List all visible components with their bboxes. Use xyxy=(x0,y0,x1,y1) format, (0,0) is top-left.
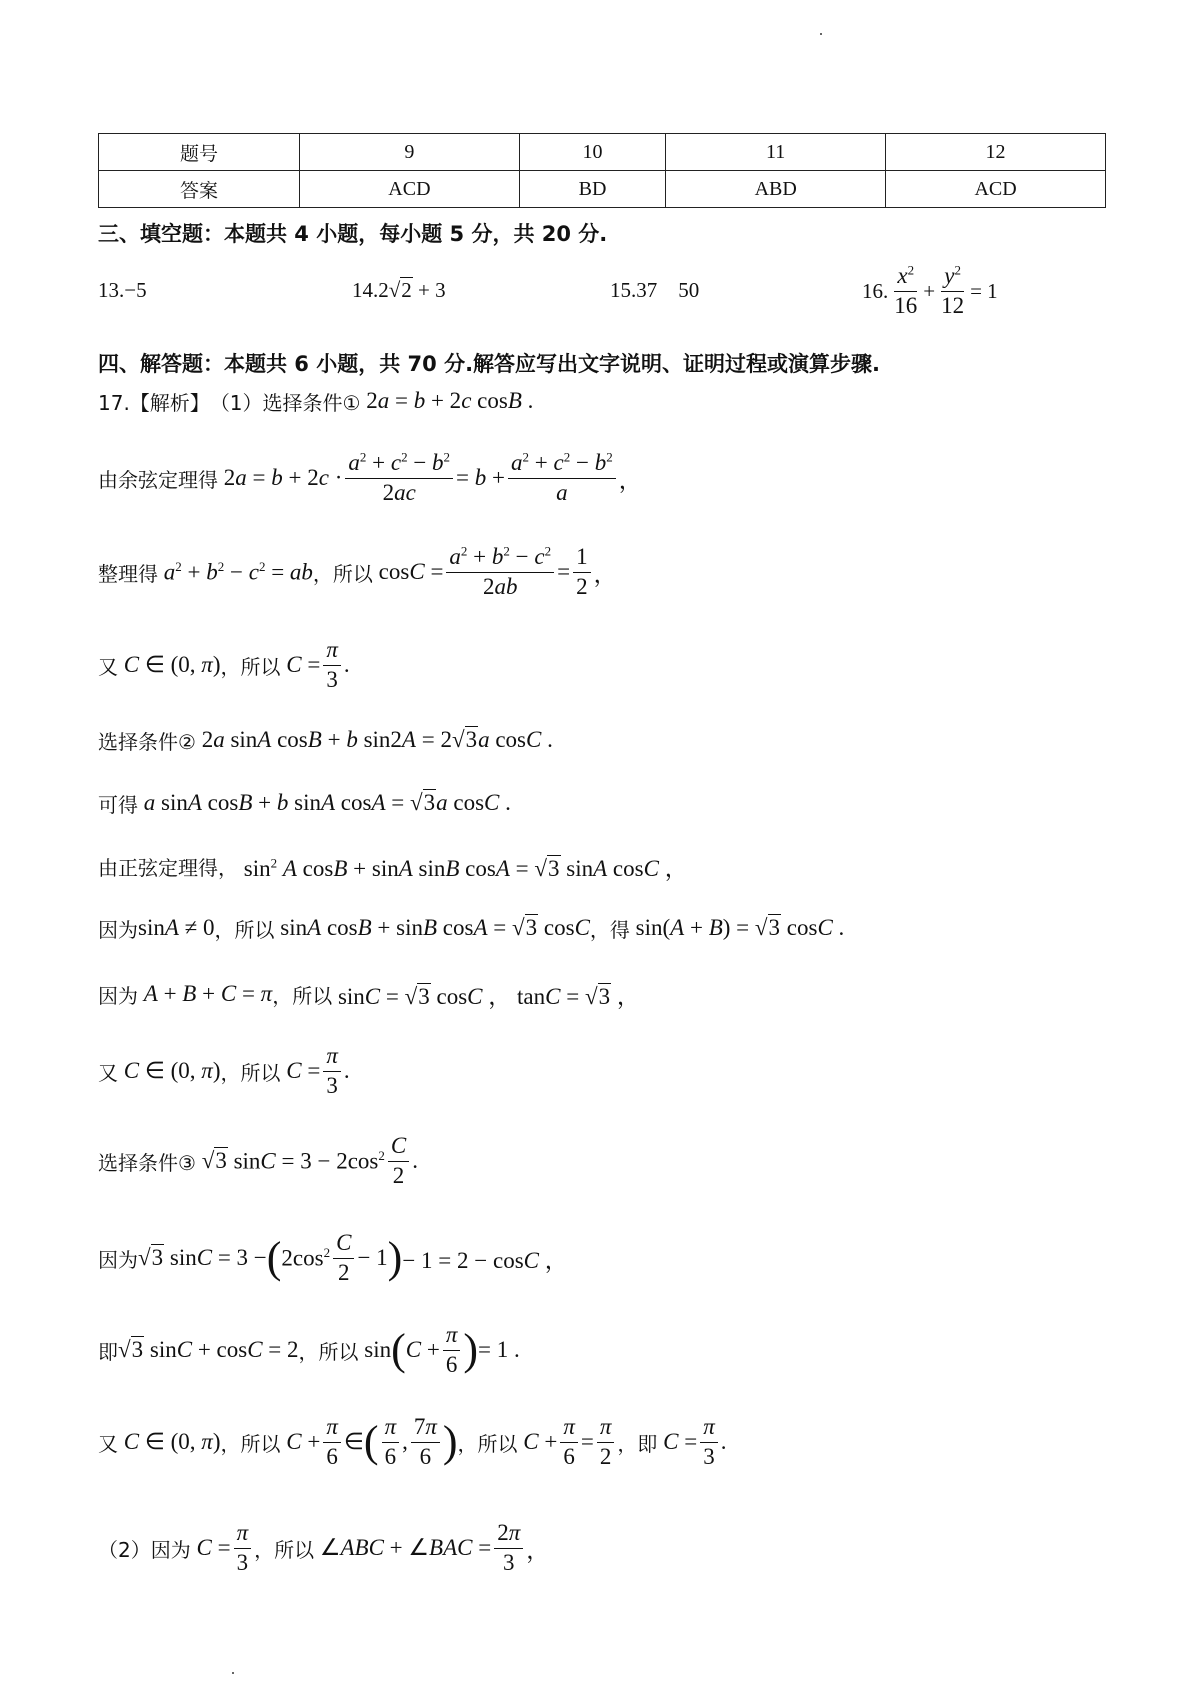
text-span: ，所以 xyxy=(312,561,373,586)
solution-line: 由余弦定理得 2a = b + 2c · $\frac{a^2 + c^2 - b^2}{2ac}$ = b + $\frac{a^2 + c^2 - b^2}{a}$ ， xyxy=(98,438,642,518)
fraction: $\frac{a^2 + c^2 - b^2}{2ac}$ xyxy=(345,449,453,508)
text-span: 又 xyxy=(98,1060,118,1085)
text-span: ，所以 xyxy=(214,917,275,942)
fraction: $\frac{\pi}{6}$ xyxy=(323,1413,341,1472)
table-row-answers xyxy=(99,171,1106,208)
part-1-label: （1）选择条件① xyxy=(209,390,361,415)
fraction: $\frac{C}{2}$ xyxy=(333,1229,354,1288)
q14-number: 14. xyxy=(352,278,379,302)
scan-speck xyxy=(232,1672,234,1674)
fraction: $\frac{\pi}{6}$ xyxy=(443,1321,461,1380)
table-cell: ACD xyxy=(300,171,520,208)
text-span: 又 xyxy=(98,1431,118,1456)
fraction: $\frac{\pi}{3}$ xyxy=(234,1519,252,1578)
solution-line: 即 √3 sinC + cosC = 2 ，所以 sin ( C + $\frac{\pi}{6}$ ) = 1 . xyxy=(98,1310,520,1390)
fraction: $\frac{\pi}{3}$ xyxy=(323,1042,341,1101)
fill-answer-15: 15.37 50 xyxy=(610,278,700,302)
fill-answer-13: 13.−5 xyxy=(98,278,147,302)
text-span: 选择条件② xyxy=(98,729,196,754)
fraction: $\frac{x^2}{16}$ xyxy=(894,262,918,318)
text-span: ，所以 xyxy=(457,1431,518,1456)
text-span: ，所以 xyxy=(220,1060,281,1085)
section-3-title: 三、填空题：本题共 4 小题，每小题 5 分，共 20 分. xyxy=(98,222,608,246)
multiple-choice-answer-table xyxy=(98,133,1106,208)
solution-line: 可得 a sinA cosB + b sinA cosA = √3a cosC . xyxy=(98,790,511,817)
text-span: ，所以 xyxy=(272,983,333,1008)
fraction: $\frac{2\pi}{3}$ xyxy=(494,1519,523,1578)
text-span: 即 xyxy=(98,1339,118,1364)
text-span: 又 xyxy=(98,654,118,679)
text-span: ，得 xyxy=(589,917,630,942)
solution-line: （2）因为 C = $\frac{\pi}{3}$ ，所以 ∠ABC + ∠BAC = $\frac{2\pi}{3}$ ， xyxy=(98,1508,549,1588)
part-2-label: （2）因为 xyxy=(98,1537,191,1562)
sqrt-expression: √2 xyxy=(388,278,412,302)
fraction: $\frac{\pi}{6}$ xyxy=(560,1413,578,1472)
text-span: 由余弦定理得 xyxy=(98,467,218,492)
text-span: 因为 xyxy=(98,917,138,942)
fill-answer-14: 14.2√2 + 3 xyxy=(352,278,446,302)
table-cell: BD xyxy=(519,171,665,208)
fraction: $\frac{\pi}{3}$ xyxy=(323,636,341,695)
text-span: ，所以 xyxy=(220,654,281,679)
fraction: $\frac{C}{2}$ xyxy=(388,1132,409,1191)
table-cell: ACD xyxy=(886,171,1106,208)
table-cell: 12 xyxy=(886,134,1106,171)
table-cell: 9 xyxy=(300,134,520,171)
table-cell: 10 xyxy=(519,134,665,171)
table-cell: ABD xyxy=(666,171,886,208)
text-span: ，所以 xyxy=(298,1339,359,1364)
q17-heading: 17.【解析】 xyxy=(98,390,210,415)
solution-line: 整理得 $a^2 + b^2 - c^2$ = ab ，所以 cosC = $\frac{a^2 + b^2 - c^2}{2ab}$ = $\frac{1}{2}$ ， xyxy=(98,532,617,612)
solution-line: 又 C ∈ (0, π) ，所以 C + $\frac{\pi}{6}$ ∈ ( $\frac{\pi}{6}$ , $\frac{7\pi}{6}$ ) ，所以 C + $\frac{\pi}{6}$ = $\frac{\pi}{2}$ ，即 C = $\frac{\pi}{3}$ . xyxy=(98,1402,727,1482)
text-span: 整理得 xyxy=(98,561,158,586)
solution-line: 又 C ∈ (0, π) ，所以 C = $\frac{\pi}{3}$ . xyxy=(98,630,350,700)
text-span: ，所以 xyxy=(220,1431,281,1456)
table-cell: 11 xyxy=(666,134,886,171)
fraction: $\frac{a^2 + c^2 - b^2}{a}$ xyxy=(508,449,616,508)
text-span: 由正弦定理得， xyxy=(98,855,238,880)
fraction: $\frac{\pi}{2}$ xyxy=(597,1413,615,1472)
table-header-label: 题号 xyxy=(99,134,300,171)
solution-line: 选择条件③ √3 $\sin C = 3 - 2\cos^2$ $\frac{C}{2}$ . xyxy=(98,1126,418,1196)
fill-answer-16: 16. $\frac{x^2}{16}$ + $\frac{y^2}{12}$ = 1 xyxy=(862,262,998,321)
q16-number: 16. xyxy=(862,278,889,303)
text-span: 因为 xyxy=(98,983,138,1008)
table-row-question-numbers xyxy=(99,134,1106,171)
text-span: ，即 xyxy=(617,1431,658,1456)
text-span: 选择条件③ xyxy=(98,1150,196,1175)
section-4-title: 四、解答题：本题共 6 小题，共 70 分.解答应写出文字说明、证明过程或演算步骤. xyxy=(98,352,881,376)
fraction: $\frac{1}{2}$ xyxy=(573,543,591,602)
text-span: 因为 xyxy=(98,1247,138,1272)
fraction: $\frac{\pi}{3}$ xyxy=(700,1413,718,1472)
text-span: 可得 xyxy=(98,792,138,817)
solution-line: 因为 √3 sinC = 3 − ( $2\cos^2$ $\frac{C}{2}$ − 1 ) − 1 = 2 − cosC ， xyxy=(98,1218,568,1298)
fraction: $\frac{\pi}{6}$ xyxy=(382,1413,400,1472)
fraction: $\frac{7\pi}{6}$ xyxy=(411,1413,440,1472)
solution-line: 因为 sinA ≠ 0 ，所以 sinA cosB + sinB cosA = √3 cosC ，得 sin(A + B) = √3 cosC . xyxy=(98,915,845,942)
text-span: ，所以 xyxy=(254,1537,315,1562)
solution-line: 又 C ∈ (0, π) ，所以 C = $\frac{\pi}{3}$ . xyxy=(98,1036,350,1106)
scan-speck xyxy=(820,33,822,35)
fraction: $\frac{a^2 + b^2 - c^2}{2ab}$ xyxy=(446,543,554,602)
fraction: $\frac{y^2}{12}$ xyxy=(941,262,965,318)
solution-line: 因为 A + B + C = π ，所以 sinC = √3 cosC ， tanC = √3 ， xyxy=(98,981,640,1009)
solution-line: 选择条件② 2a sinA cosB + b sin2A = 2√3a cosC . xyxy=(98,727,553,754)
solution-line: 由正弦定理得， $\sin^2 A$ cosB + sinA sinB cosA = √3 sinA cosC ， xyxy=(98,838,688,894)
table-answer-label: 答案 xyxy=(99,171,300,208)
solution-line: 17.【解析】 （1）选择条件① 2a = b + 2c cosB . xyxy=(98,388,534,415)
